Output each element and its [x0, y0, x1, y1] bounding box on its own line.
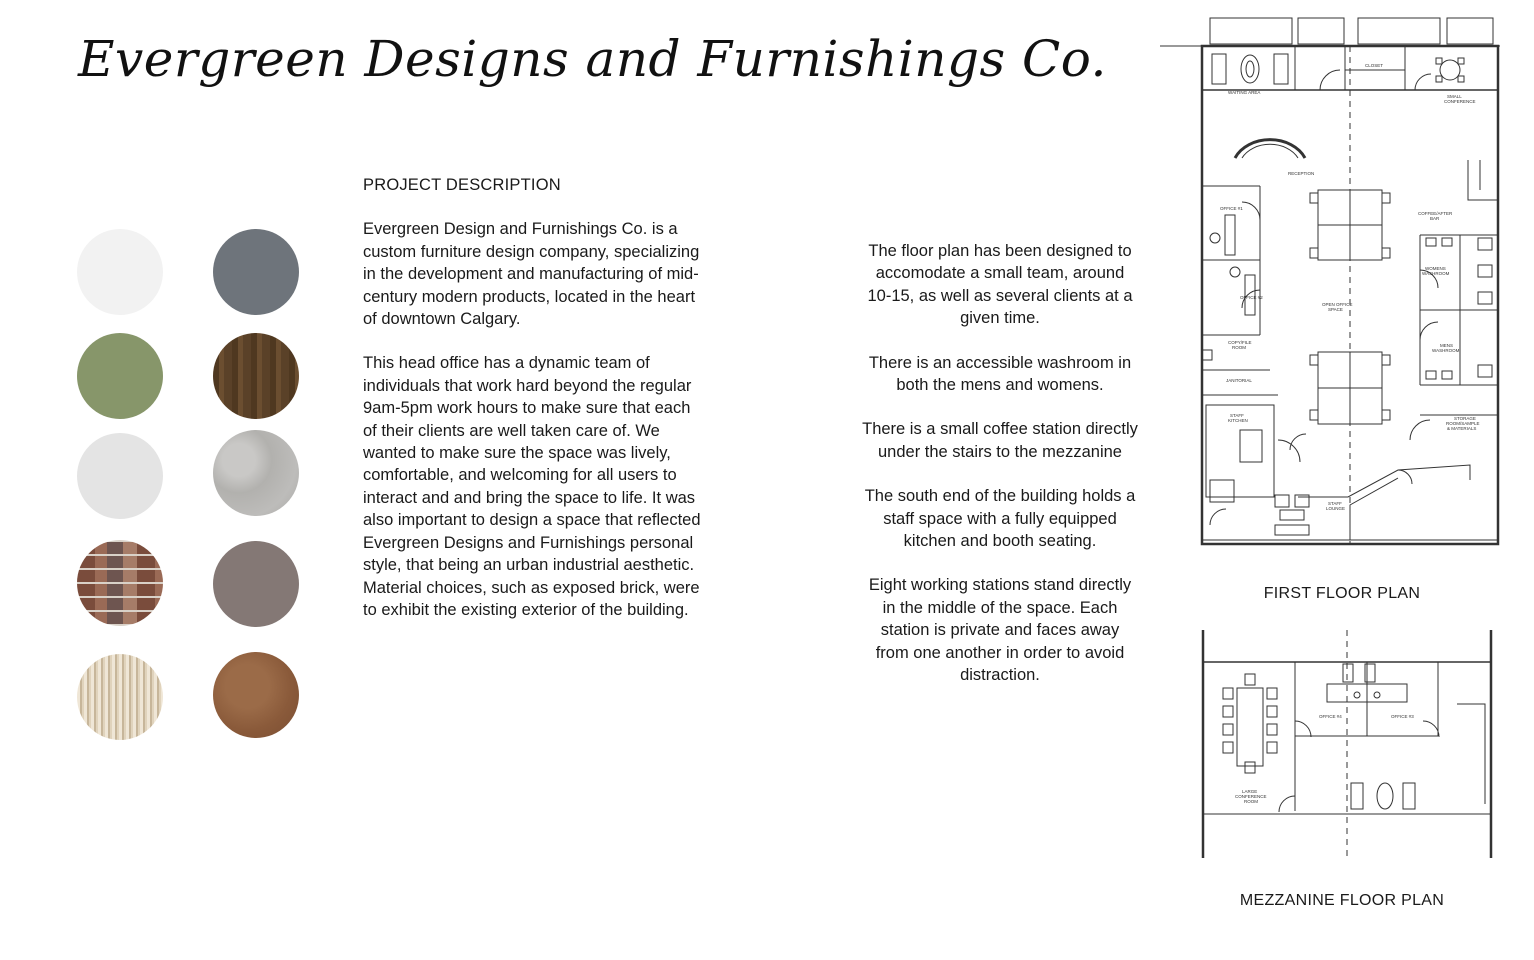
label-small-conference-2: CONFERENCE — [1444, 99, 1476, 104]
note-coffee: There is a small coffee station directly under the stairs to the mezzanine — [862, 420, 1138, 461]
first-floor-plan — [1150, 10, 1510, 560]
label-staff-kitchen-1: STAFF — [1230, 413, 1244, 418]
label-large-conference-2: CONFERENCE — [1235, 794, 1267, 799]
label-coffee-bar-2: BAR — [1430, 216, 1440, 221]
label-office-2: OFFICE #2 — [1240, 295, 1263, 300]
label-staff-kitchen-2: KITCHEN — [1228, 418, 1248, 423]
project-description — [363, 174, 708, 643]
label-janitorial: JANITORIAL — [1226, 378, 1252, 383]
label-womens-2: WASHROOM — [1422, 271, 1450, 276]
swatch-light-grey — [77, 433, 163, 519]
label-coffee-bar-1: COFFEE/AFTER — [1418, 211, 1453, 216]
label-copy-file-1: COPY/FILE — [1228, 340, 1252, 345]
swatch-exposed-brick — [77, 540, 163, 626]
label-open-office-2: SPACE — [1328, 307, 1343, 312]
label-mens-1: MENS — [1440, 343, 1454, 348]
label-closet: CLOSET — [1365, 63, 1384, 68]
company-title: Evergreen Designs and Furnishings Co. — [78, 30, 1107, 88]
project-paragraph-2: This head office has a dynamic team of individuals that work hard beyond the regular 9am-5pm work hours to make sure that each of their clients are well taken care of. We wanted to make sure the space was lively, comfortable, and welcoming for all users to interact and and bring the space to life. It was also important to design a space that reflected Evergreen Designs and Furnishings personal style, that being an urban industrial aesthetic. Material choices, such as exposed brick, were to exhibit the existing exterior of the building. — [363, 354, 701, 619]
first-floor-plan-label: FIRST FLOOR PLAN — [1263, 585, 1421, 602]
mezzanine-floor-plan-label: MEZZANINE FLOOR PLAN — [1239, 892, 1445, 909]
note-staff-space: The south end of the building holds a staff space with a fully equipped kitchen and booth seating. — [864, 487, 1136, 551]
mezzanine-floor-plan — [1195, 626, 1500, 862]
swatch-walnut-wood — [213, 333, 299, 419]
swatch-slate-grey — [213, 229, 299, 315]
label-staff-lounge-1: STAFF — [1328, 501, 1342, 506]
label-womens-1: WOMENS — [1425, 266, 1446, 271]
note-washroom: There is an accessible washroom in both the mens and womens. — [868, 353, 1132, 395]
label-small-conference-1: SMALL — [1447, 94, 1462, 99]
label-copy-file-2: ROOM — [1232, 345, 1246, 350]
swatch-slatted-wood — [77, 654, 163, 740]
label-staff-lounge-2: LOUNGE — [1326, 506, 1346, 511]
note-workstations: Eight working stations stand directly in the middle of the space. Each station is private and faces away from one another in order to avoid distraction. — [868, 576, 1132, 685]
project-heading: PROJECT DESCRIPTION — [363, 176, 561, 194]
project-paragraph-1: Evergreen Design and Furnishings Co. is a custom furniture design company, specializing in the development and manufacturing of mid-century modern products, located in the heart of downtown Calgary. — [363, 220, 700, 329]
label-reception: RECEPTION — [1288, 171, 1315, 176]
label-office-1: OFFICE #1 — [1220, 206, 1243, 211]
label-office-4: OFFICE #4 — [1319, 714, 1342, 719]
label-waiting-area: WAITING AREA — [1228, 90, 1261, 95]
label-storage-2: ROOM/SAMPLE — [1446, 421, 1480, 426]
swatch-concrete — [213, 430, 299, 516]
note-team-size: The floor plan has been designed to accomodate a small team, around 10-15, as well as several clients at a given time. — [867, 242, 1133, 328]
floor-plan-notes — [862, 240, 1138, 709]
label-storage-3: & MATERIALS — [1447, 426, 1477, 431]
label-open-office-1: OPEN OFFICE — [1322, 302, 1353, 307]
label-large-conference-3: ROOM — [1244, 799, 1258, 804]
label-mens-2: WASHROOM — [1432, 348, 1460, 353]
swatch-taupe — [213, 541, 299, 627]
swatch-cognac-leather — [213, 652, 299, 738]
label-large-conference-1: LARGE — [1242, 789, 1258, 794]
swatch-white — [77, 229, 163, 315]
swatch-sage-green — [77, 333, 163, 419]
label-office-3: OFFICE #3 — [1391, 714, 1414, 719]
label-storage-1: STORAGE — [1454, 416, 1476, 421]
